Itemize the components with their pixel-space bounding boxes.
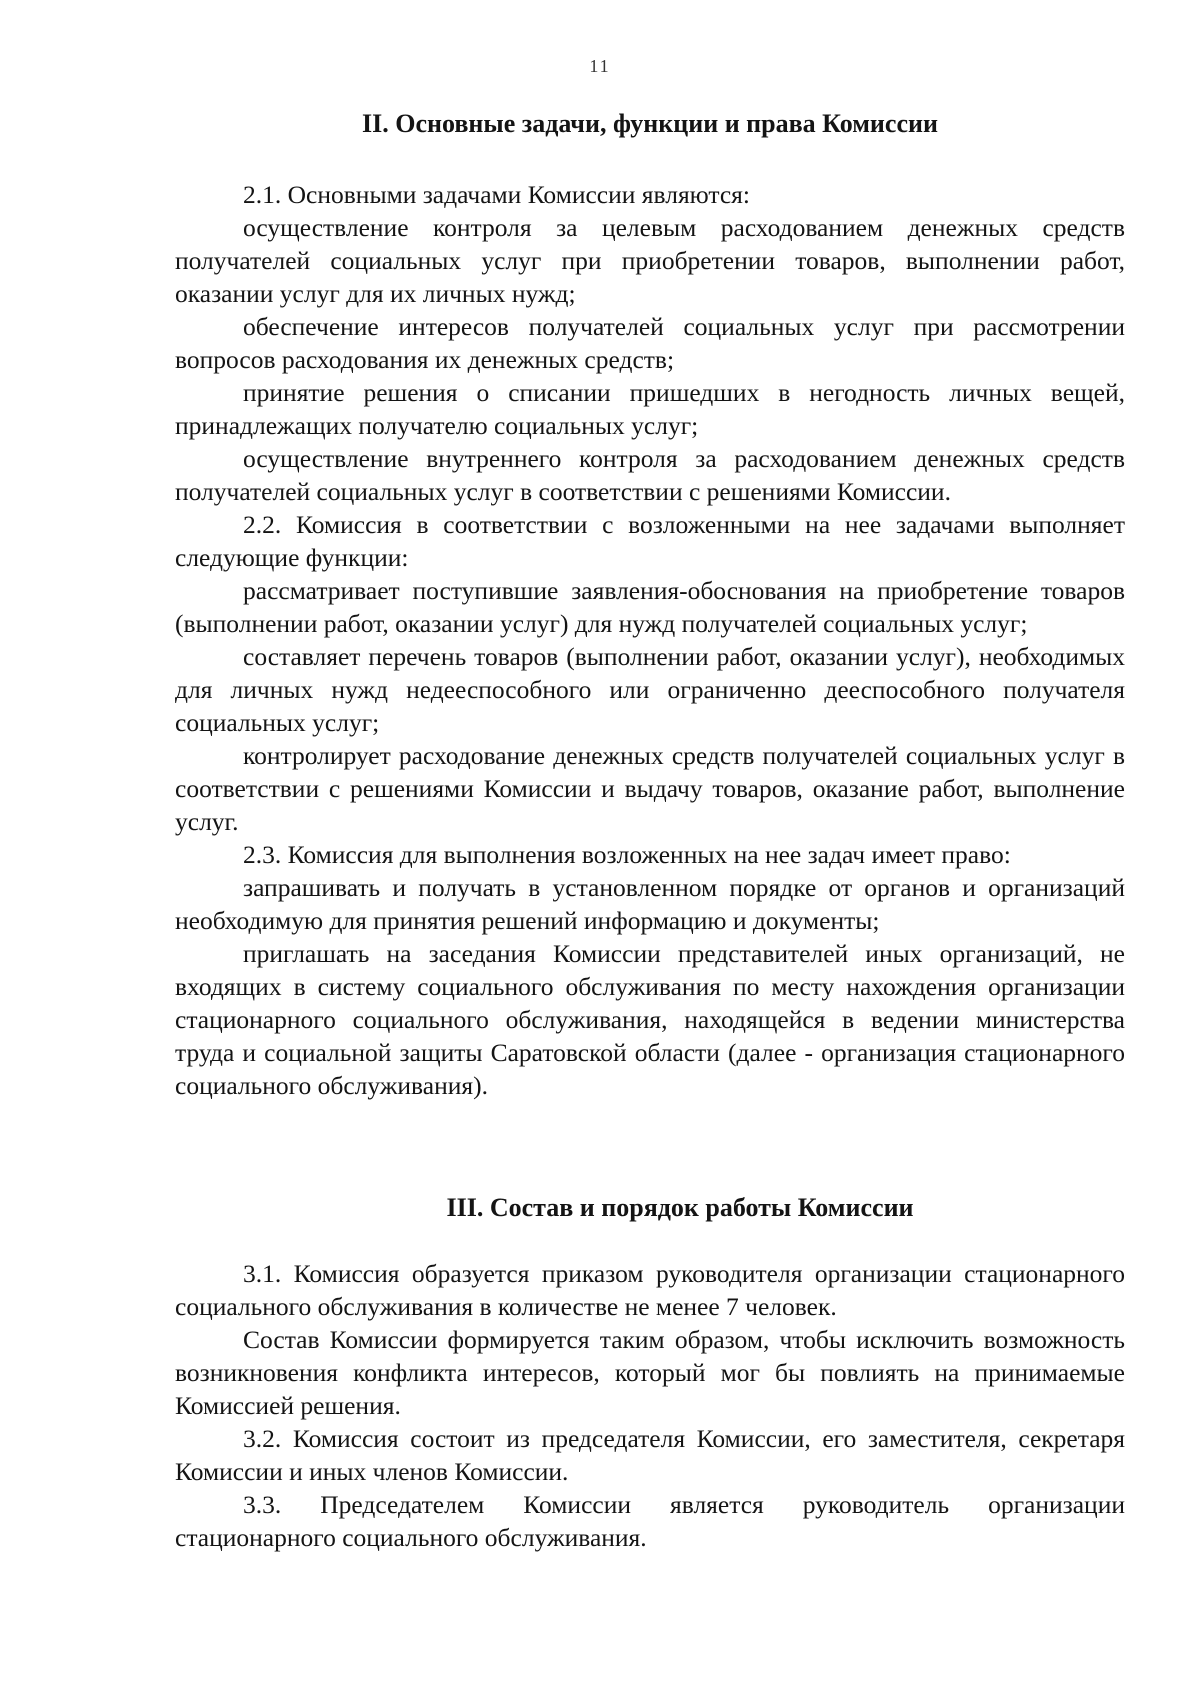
paragraph: контролирует расходование денежных средств получателей социальных услуг в соответствии с решениями Комиссии и выдачу товаров, оказание работ, выполнение услуг. (175, 741, 1125, 836)
paragraph: запрашивать и получать в установленном порядке от органов и организаций необходимую для принятия решений информацию и документы; (175, 873, 1125, 935)
paragraph: 2.2. Комиссия в соответствии с возложенными на нее задачами выполняет следующие функции: (175, 510, 1125, 572)
paragraph: Состав Комиссии формируется таким образом, чтобы исключить возможность возникновения конфликта интересов, который мог бы повлиять на принимаемые Комиссией решения. (175, 1325, 1125, 1420)
paragraph: 2.3. Комиссия для выполнения возложенных на нее задач имеет право: (243, 840, 1011, 869)
paragraph: рассматривает поступившие заявления-обоснования на приобретение товаров (выполнении работ, оказании услуг) для нужд получателей социальных услуг; (175, 576, 1125, 638)
paragraph: 3.1. Комиссия образуется приказом руководителя организации стационарного социального обслуживания в количестве не менее 7 человек. (175, 1259, 1125, 1321)
paragraph: составляет перечень товаров (выполнении работ, оказании услуг), необходимых для личных нужд недееспособного или ограниченно дееспособного получателя социальных услуг; (175, 642, 1125, 737)
paragraph: приглашать на заседания Комиссии представителей иных организаций, не входящих в систему социального обслуживания по месту нахождения организации стационарного социального обслуживания, находящейся в ведении министерства труда и социальной защиты Саратовской области (далее - организация стационарного социального обслуживания). (175, 939, 1125, 1100)
paragraph: принятие решения о списании пришедших в негодность личных вещей, принадлежащих получателю социальных услуг; (175, 378, 1125, 440)
section-3-title: III. Состав и порядок работы Комиссии (446, 1193, 914, 1222)
paragraph: осуществление контроля за целевым расходованием денежных средств получателей социальных услуг при приобретении товаров, выполнении работ, оказании услуг для их личных нужд; (175, 213, 1125, 308)
paragraph: 2.1. Основными задачами Комиссии являются: (243, 180, 750, 209)
paragraph: осуществление внутреннего контроля за расходованием денежных средств получателей социальных услуг в соответствии с решениями Комиссии. (175, 444, 1125, 506)
section-2 (175, 107, 1125, 1102)
section-3 (175, 1257, 1125, 1554)
paragraph: обеспечение интересов получателей социальных услуг при рассмотрении вопросов расходования их денежных средств; (175, 312, 1125, 374)
section-2-title: II. Основные задачи, функции и права Комиссии (362, 109, 938, 138)
paragraph: 3.3. Председателем Комиссии является руководитель организации стационарного социального обслуживания. (175, 1490, 1125, 1552)
paragraph: 3.2. Комиссия состоит из председателя Комиссии, его заместителя, секретаря Комиссии и иных членов Комиссии. (175, 1424, 1125, 1486)
page-number: 11 (589, 56, 611, 76)
